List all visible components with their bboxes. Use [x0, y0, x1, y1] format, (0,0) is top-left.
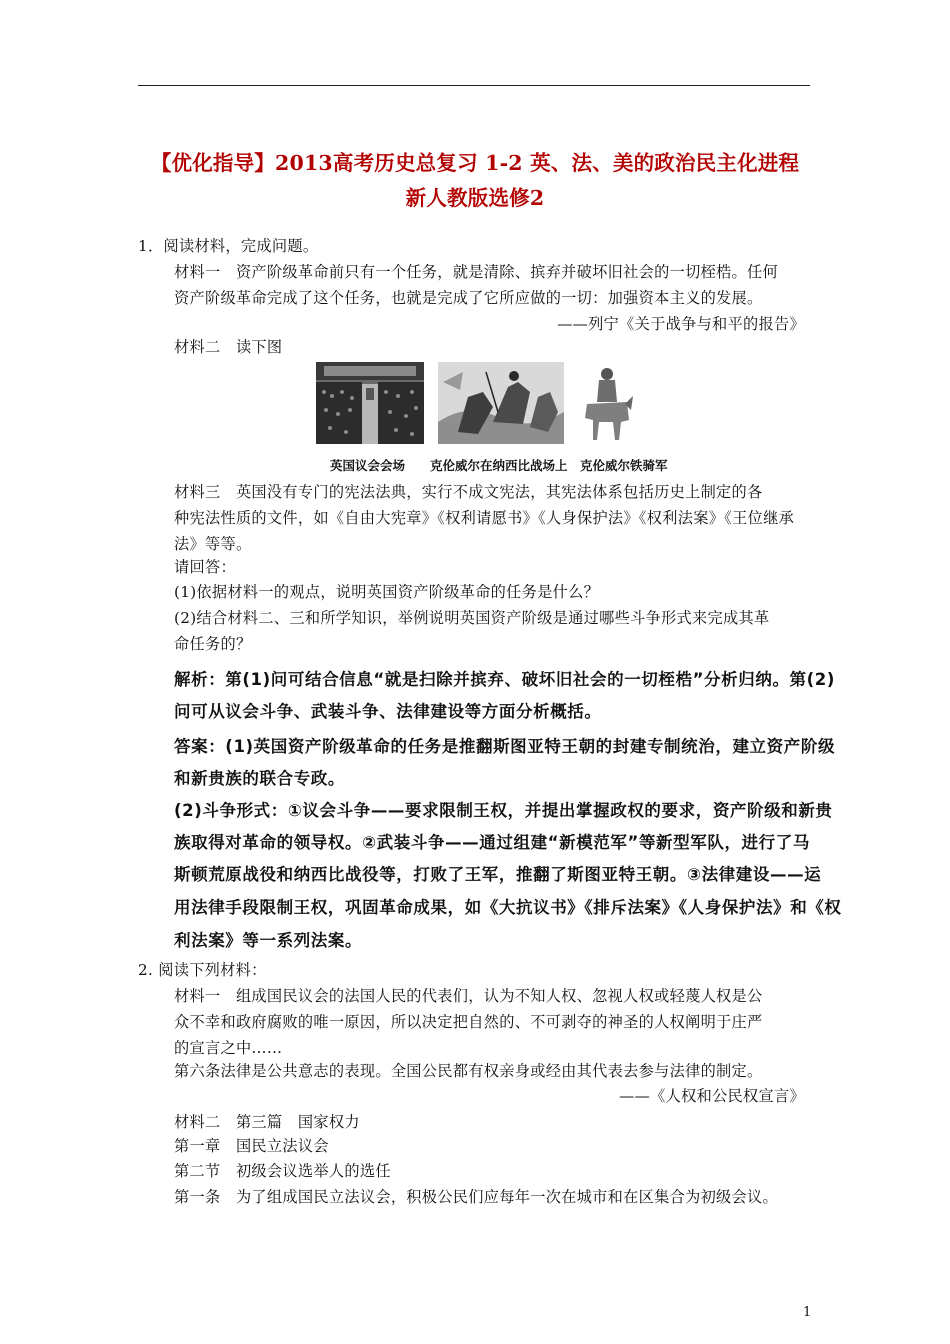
caption-ironsides: 克伦威尔铁骑军 [580, 458, 668, 473]
q2-material2-line1: 材料二 第三篇 国家权力 [174, 1113, 360, 1131]
cromwell-naseby-image [438, 362, 564, 444]
q1-analysis-line2: 问可从议会斗争、武装斗争、法律建设等方面分析概括。 [174, 702, 602, 721]
q1-sub2-line2: 命任务的？ [174, 635, 252, 653]
q1-ask: 请回答： [174, 558, 236, 576]
q1-material3-line2: 种宪法性质的文件，如《自由大宪章》《权利请愿书》《人身保护法》《权利法案》《王位继承 [174, 509, 795, 527]
q2-material1-line4: 第六条法律是公共意志的表现。全国公民都有权亲身或经由其代表去参与法律的制定。 [174, 1062, 763, 1080]
q1-figure-group [316, 362, 626, 444]
q1-answer-line2: 和新贵族的联合专政。 [174, 769, 345, 788]
q1-answer-line3: (2)斗争形式：①议会斗争——要求限制王权，并提出掌握政权的要求，资产阶级和新贵 [174, 801, 833, 820]
q1-material3-line3: 法》等等。 [174, 535, 252, 553]
q2-material2-line2: 第一章 国民立法议会 [174, 1137, 329, 1155]
q2-material2-line3: 第二节 初级会议选举人的选任 [174, 1162, 391, 1180]
header-rule [138, 85, 810, 86]
q1-material2-label: 材料二 读下图 [174, 338, 283, 356]
q2-material2-line4: 第一条 为了组成国民立法议会，积极公民们应每年一次在城市和在区集合为初级会议。 [174, 1188, 779, 1206]
q1-analysis-line1: 解析：第(1)问可结合信息“就是扫除并摈弃、破坏旧社会的一切桎梏”分析归纳。第(2) [174, 670, 836, 689]
q1-material3-line1: 材料三 英国没有专门的宪法法典，实行不成文宪法，其宪法体系包括历史上制定的各 [174, 483, 763, 501]
q1-sub1: (1)依据材料一的观点，说明英国资产阶级革命的任务是什么？ [174, 583, 600, 601]
document-title-line2: 新人教版选修2 [405, 186, 545, 210]
q1-sub2-line1: (2)结合材料二、三和所学知识，举例说明英国资产阶级是通过哪些斗争形式来完成其革 [174, 609, 770, 627]
q2-material1-source: ——《人权和公民权宣言》 [619, 1087, 805, 1105]
q1-prompt: 1．阅读材料，完成问题。 [138, 237, 319, 255]
caption-naseby: 克伦威尔在纳西比战场上 [430, 458, 568, 473]
q2-material1-line1: 材料一 组成国民议会的法国人民的代表们，认为不知人权、忽视人权或轻蔑人权是公 [174, 987, 763, 1005]
caption-parliament: 英国议会会场 [330, 458, 406, 473]
q2-material1-line3: 的宣言之中…… [174, 1039, 283, 1057]
page-number: 1 [803, 1305, 812, 1320]
q1-answer-line1: 答案：(1)英国资产阶级革命的任务是推翻斯图亚特王朝的封建专制统治，建立资产阶级 [174, 737, 836, 756]
q2-material1-line2: 众不幸和政府腐败的唯一原因，所以决定把自然的、不可剥夺的神圣的人权阐明于庄严 [174, 1013, 763, 1031]
q1-answer-line6: 用法律手段限制王权，巩固革命成果，如《大抗议书》《排斥法案》《人身保护法》和《权 [174, 898, 842, 917]
q1-answer-line7: 利法案》等一系列法案。 [174, 931, 363, 950]
q1-answer-line5: 斯顿荒原战役和纳西比战役等，打败了王军，推翻了斯图亚特王朝。③法律建设——运 [174, 865, 822, 884]
document-title-line1: 【优化指导】2013高考历史总复习 1-2 英、法、美的政治民主化进程 [150, 151, 800, 175]
q1-answer-line4: 族取得对革命的领导权。②武装斗争——通过组建“新模范军”等新型军队，进行了马 [174, 833, 810, 852]
cromwell-ironsides-image [581, 362, 633, 444]
q1-material1-line1: 材料一 资产阶级革命前只有一个任务，就是清除、摈弃并破坏旧社会的一切桎梏。任何 [174, 263, 779, 281]
q1-material1-line2: 资产阶级革命完成了这个任务，也就是完成了它所应做的一切：加强资本主义的发展。 [174, 289, 763, 307]
q1-material1-source: ——列宁《关于战争与和平的报告》 [557, 315, 805, 333]
parliament-hall-image [316, 362, 424, 444]
q2-prompt: 2. 阅读下列材料： [138, 961, 267, 979]
